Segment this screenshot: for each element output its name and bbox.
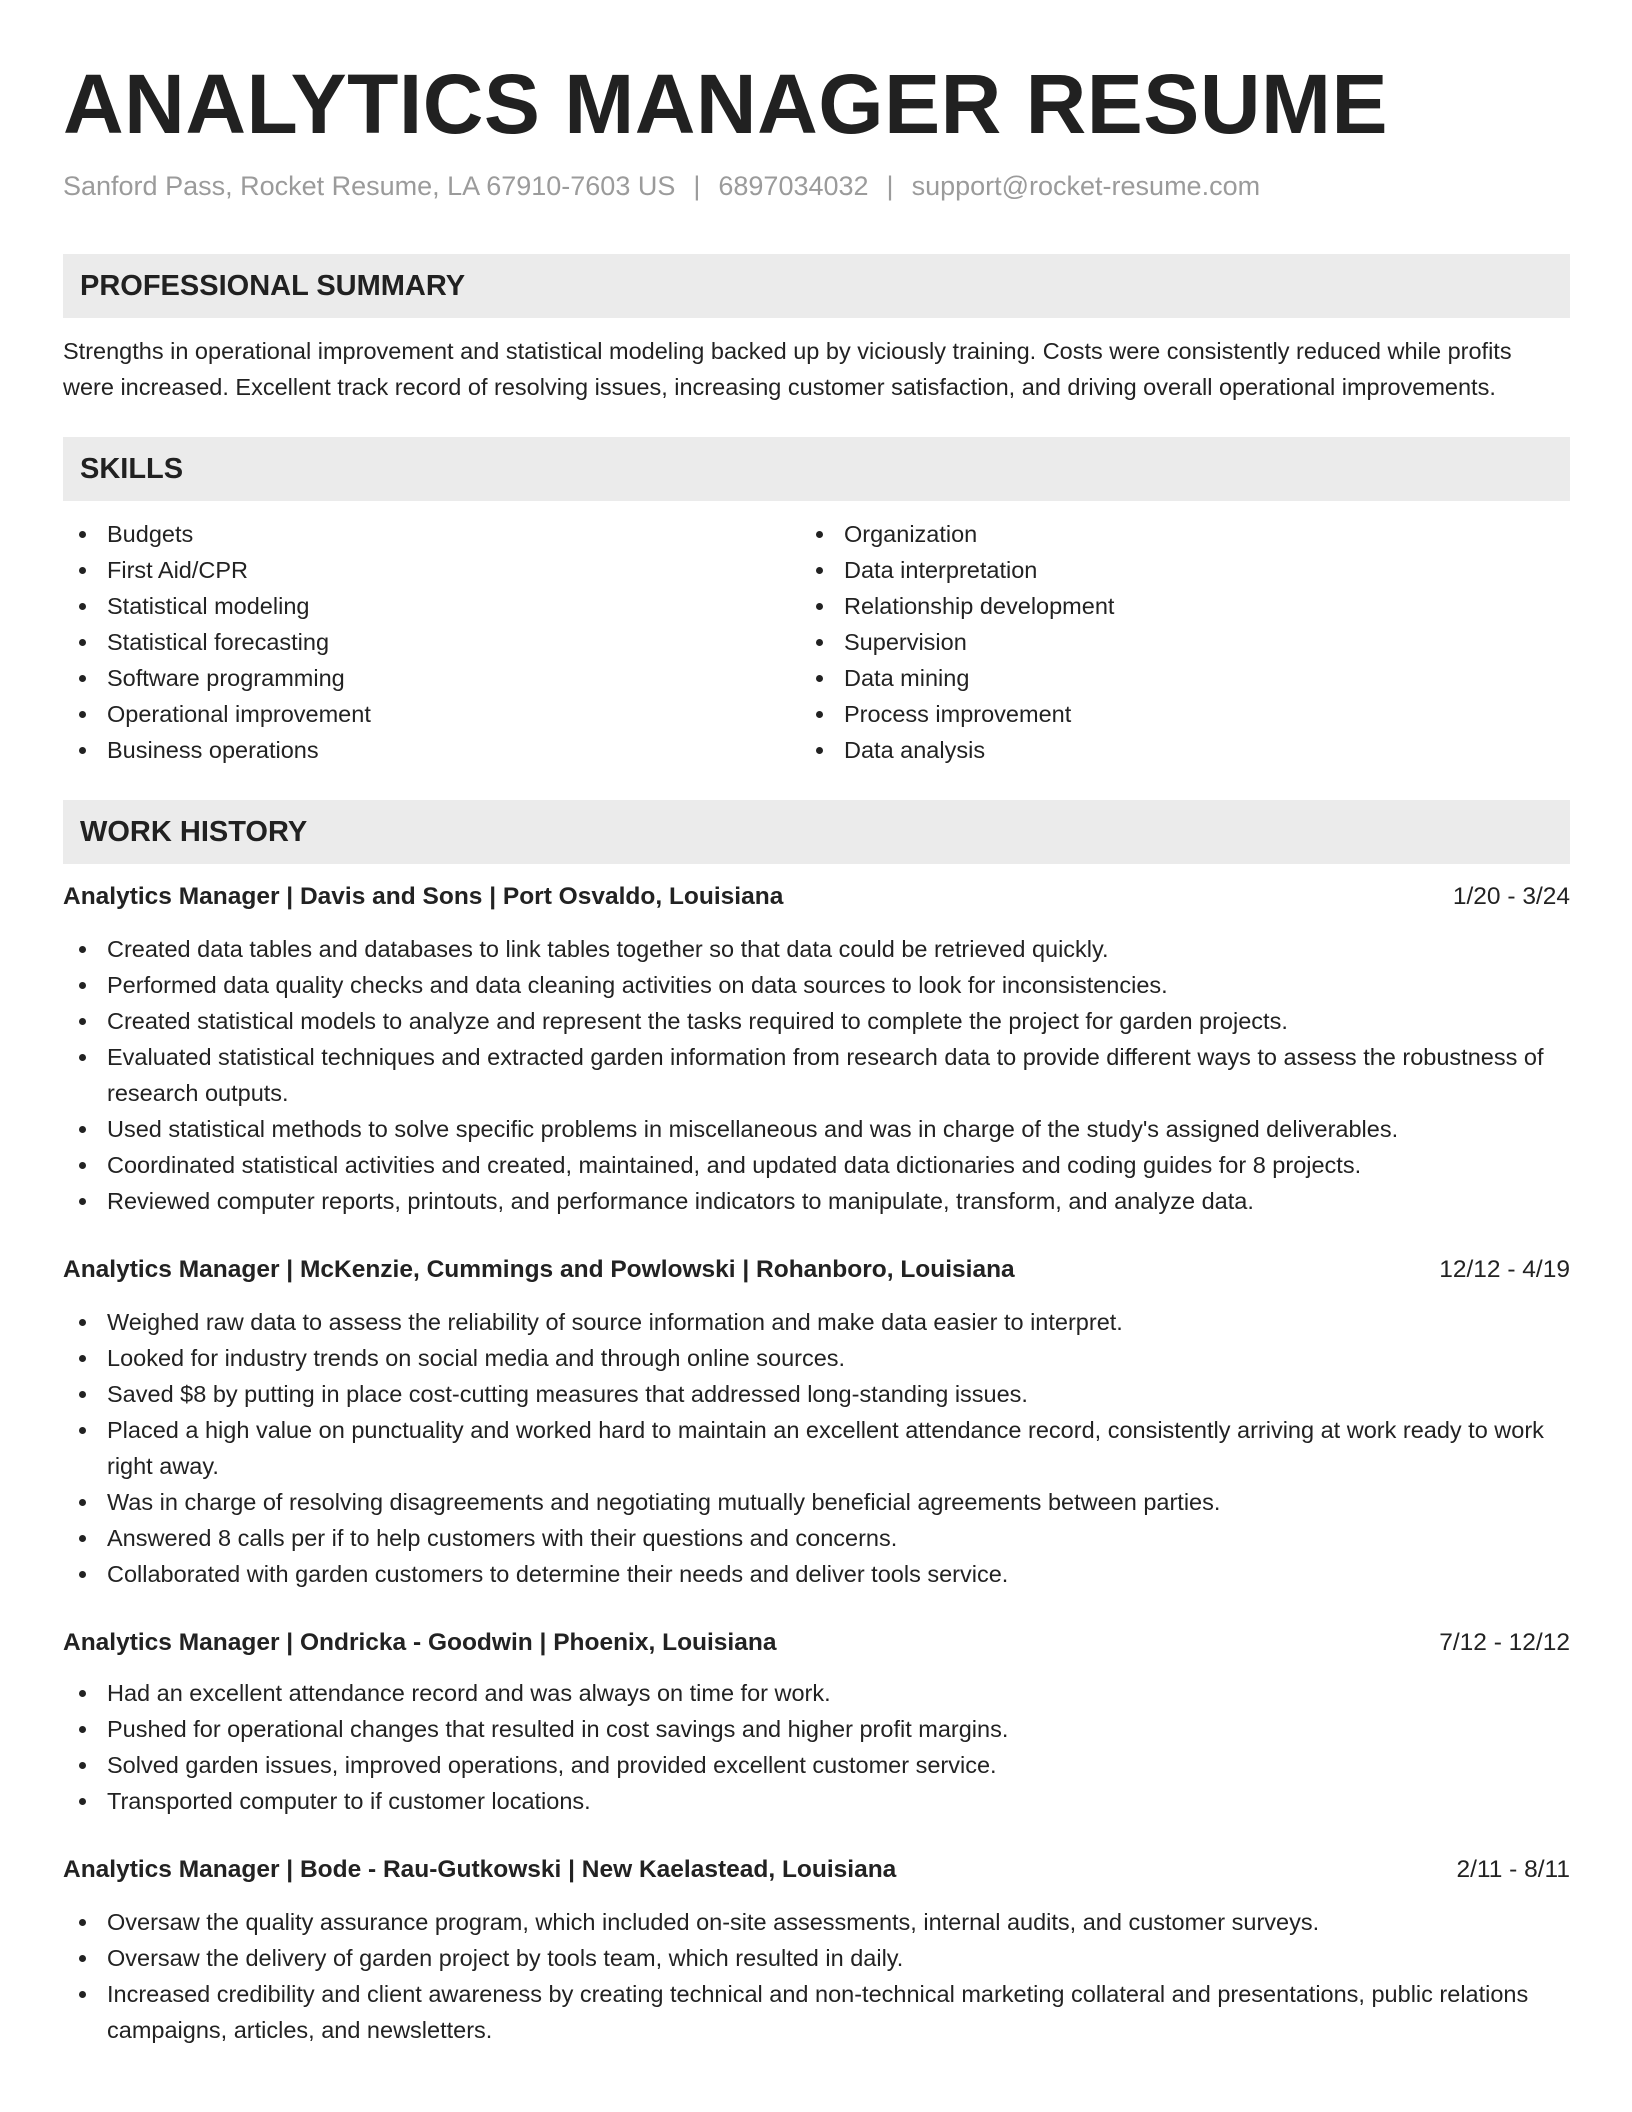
job-bullet: Performed data quality checks and data cleaning activities on data sources to look for inconsistencies. bbox=[63, 967, 1570, 1003]
job-header bbox=[63, 1852, 1570, 1888]
skill-item: Data analysis bbox=[800, 732, 1114, 768]
job-title: Analytics Manager | Davis and Sons | Port Osvaldo, Louisiana bbox=[63, 883, 784, 910]
summary-text: Strengths in operational improvement and statistical modeling backed up by viciously training. Costs were consistently reduced while profits were increased. Excellent track record of resolving issues, increasing customer satisfaction, and driving overall operational improvements. bbox=[63, 338, 1512, 400]
job-entry bbox=[63, 1852, 1570, 2048]
job-bullet: Coordinated statistical activities and created, maintained, and updated data dictionaries and coding guides for 8 projects. bbox=[63, 1147, 1570, 1183]
skill-item: Statistical forecasting bbox=[63, 624, 800, 660]
contact-email: support@rocket-resume.com bbox=[911, 171, 1261, 201]
job-title: Analytics Manager | Ondricka - Goodwin | Phoenix, Louisiana bbox=[63, 1629, 777, 1656]
section-heading-skills: SKILLS bbox=[63, 437, 1570, 501]
contact-separator: | bbox=[886, 171, 894, 201]
contact-line bbox=[63, 168, 1570, 204]
resume-title: ANALYTICS MANAGER RESUME bbox=[63, 57, 1388, 151]
job-bullet: Created statistical models to analyze and represent the tasks required to complete the project for garden projects. bbox=[63, 1003, 1570, 1039]
job-title: Analytics Manager | Bode - Rau-Gutkowski | New Kaelastead, Louisiana bbox=[63, 1856, 897, 1883]
skill-item: Data mining bbox=[800, 660, 1114, 696]
job-bullet: Had an excellent attendance record and was always on time for work. bbox=[63, 1675, 1570, 1711]
contact-separator: | bbox=[693, 171, 701, 201]
job-bullet: Solved garden issues, improved operations, and provided excellent customer service. bbox=[63, 1747, 1570, 1783]
job-bullet: Oversaw the quality assurance program, which included on-site assessments, internal audits, and customer surveys. bbox=[63, 1904, 1570, 1940]
job-bullet: Oversaw the delivery of garden project by tools team, which resulted in daily. bbox=[63, 1940, 1570, 1976]
job-header bbox=[63, 1625, 1570, 1661]
job-bullet: Collaborated with garden customers to determine their needs and deliver tools service. bbox=[63, 1556, 1570, 1592]
skills-column-left bbox=[63, 516, 800, 768]
job-bullet: Looked for industry trends on social media and through online sources. bbox=[63, 1340, 1570, 1376]
skills-list bbox=[63, 516, 1570, 768]
job-entry bbox=[63, 879, 1570, 1219]
job-bullet: Pushed for operational changes that resulted in cost savings and higher profit margins. bbox=[63, 1711, 1570, 1747]
job-bullet: Was in charge of resolving disagreements and negotiating mutually beneficial agreements between parties. bbox=[63, 1484, 1570, 1520]
skill-item: Business operations bbox=[63, 732, 800, 768]
skill-item: Budgets bbox=[63, 516, 800, 552]
job-dates: 7/12 - 12/12 bbox=[1439, 1629, 1570, 1656]
job-bullets bbox=[63, 1904, 1570, 2048]
job-bullets bbox=[63, 1675, 1570, 1819]
job-header bbox=[63, 879, 1570, 915]
skill-item: Supervision bbox=[800, 624, 1114, 660]
job-title: Analytics Manager | McKenzie, Cummings and Powlowski | Rohanboro, Louisiana bbox=[63, 1256, 1015, 1283]
job-dates: 1/20 - 3/24 bbox=[1452, 883, 1570, 910]
job-bullet: Saved $8 by putting in place cost-cutting measures that addressed long-standing issues. bbox=[63, 1376, 1570, 1412]
job-bullet: Transported computer to if customer locations. bbox=[63, 1783, 1570, 1819]
job-bullet: Used statistical methods to solve specific problems in miscellaneous and was in charge of the study's assigned deliverables. bbox=[63, 1111, 1570, 1147]
skill-item: Process improvement bbox=[800, 696, 1114, 732]
skill-item: Organization bbox=[800, 516, 1114, 552]
skill-item: First Aid/CPR bbox=[63, 552, 800, 588]
job-bullet: Answered 8 calls per if to help customers with their questions and concerns. bbox=[63, 1520, 1570, 1556]
contact-address: Sanford Pass, Rocket Resume, LA 67910-7603 US bbox=[63, 171, 676, 201]
job-bullet: Evaluated statistical techniques and extracted garden information from research data to provide different ways to assess the robustness of research outputs. bbox=[63, 1039, 1570, 1111]
section-heading-work-history: WORK HISTORY bbox=[63, 800, 1570, 864]
skill-item: Operational improvement bbox=[63, 696, 800, 732]
skill-item: Data interpretation bbox=[800, 552, 1114, 588]
job-bullets bbox=[63, 1304, 1570, 1592]
skills-column-right bbox=[800, 516, 1114, 768]
skill-item: Software programming bbox=[63, 660, 800, 696]
contact-phone: 6897034032 bbox=[718, 171, 869, 201]
job-bullet: Reviewed computer reports, printouts, and performance indicators to manipulate, transform, and analyze data. bbox=[63, 1183, 1570, 1219]
job-bullet: Placed a high value on punctuality and worked hard to maintain an excellent attendance record, consistently arriving at work ready to work right away. bbox=[63, 1412, 1570, 1484]
skill-item: Relationship development bbox=[800, 588, 1114, 624]
job-bullet: Weighed raw data to assess the reliability of source information and make data easier to interpret. bbox=[63, 1304, 1570, 1340]
job-header bbox=[63, 1252, 1570, 1288]
job-bullet: Created data tables and databases to link tables together so that data could be retrieved quickly. bbox=[63, 931, 1570, 967]
job-dates: 2/11 - 8/11 bbox=[1456, 1856, 1570, 1883]
job-bullets bbox=[63, 931, 1570, 1219]
job-entry bbox=[63, 1252, 1570, 1592]
job-dates: 12/12 - 4/19 bbox=[1439, 1256, 1570, 1283]
job-bullet: Increased credibility and client awareness by creating technical and non-technical marketing collateral and presentations, public relations campaigns, articles, and newsletters. bbox=[63, 1976, 1570, 2048]
skill-item: Statistical modeling bbox=[63, 588, 800, 624]
section-heading-summary: PROFESSIONAL SUMMARY bbox=[63, 254, 1570, 318]
job-entry bbox=[63, 1625, 1570, 1819]
